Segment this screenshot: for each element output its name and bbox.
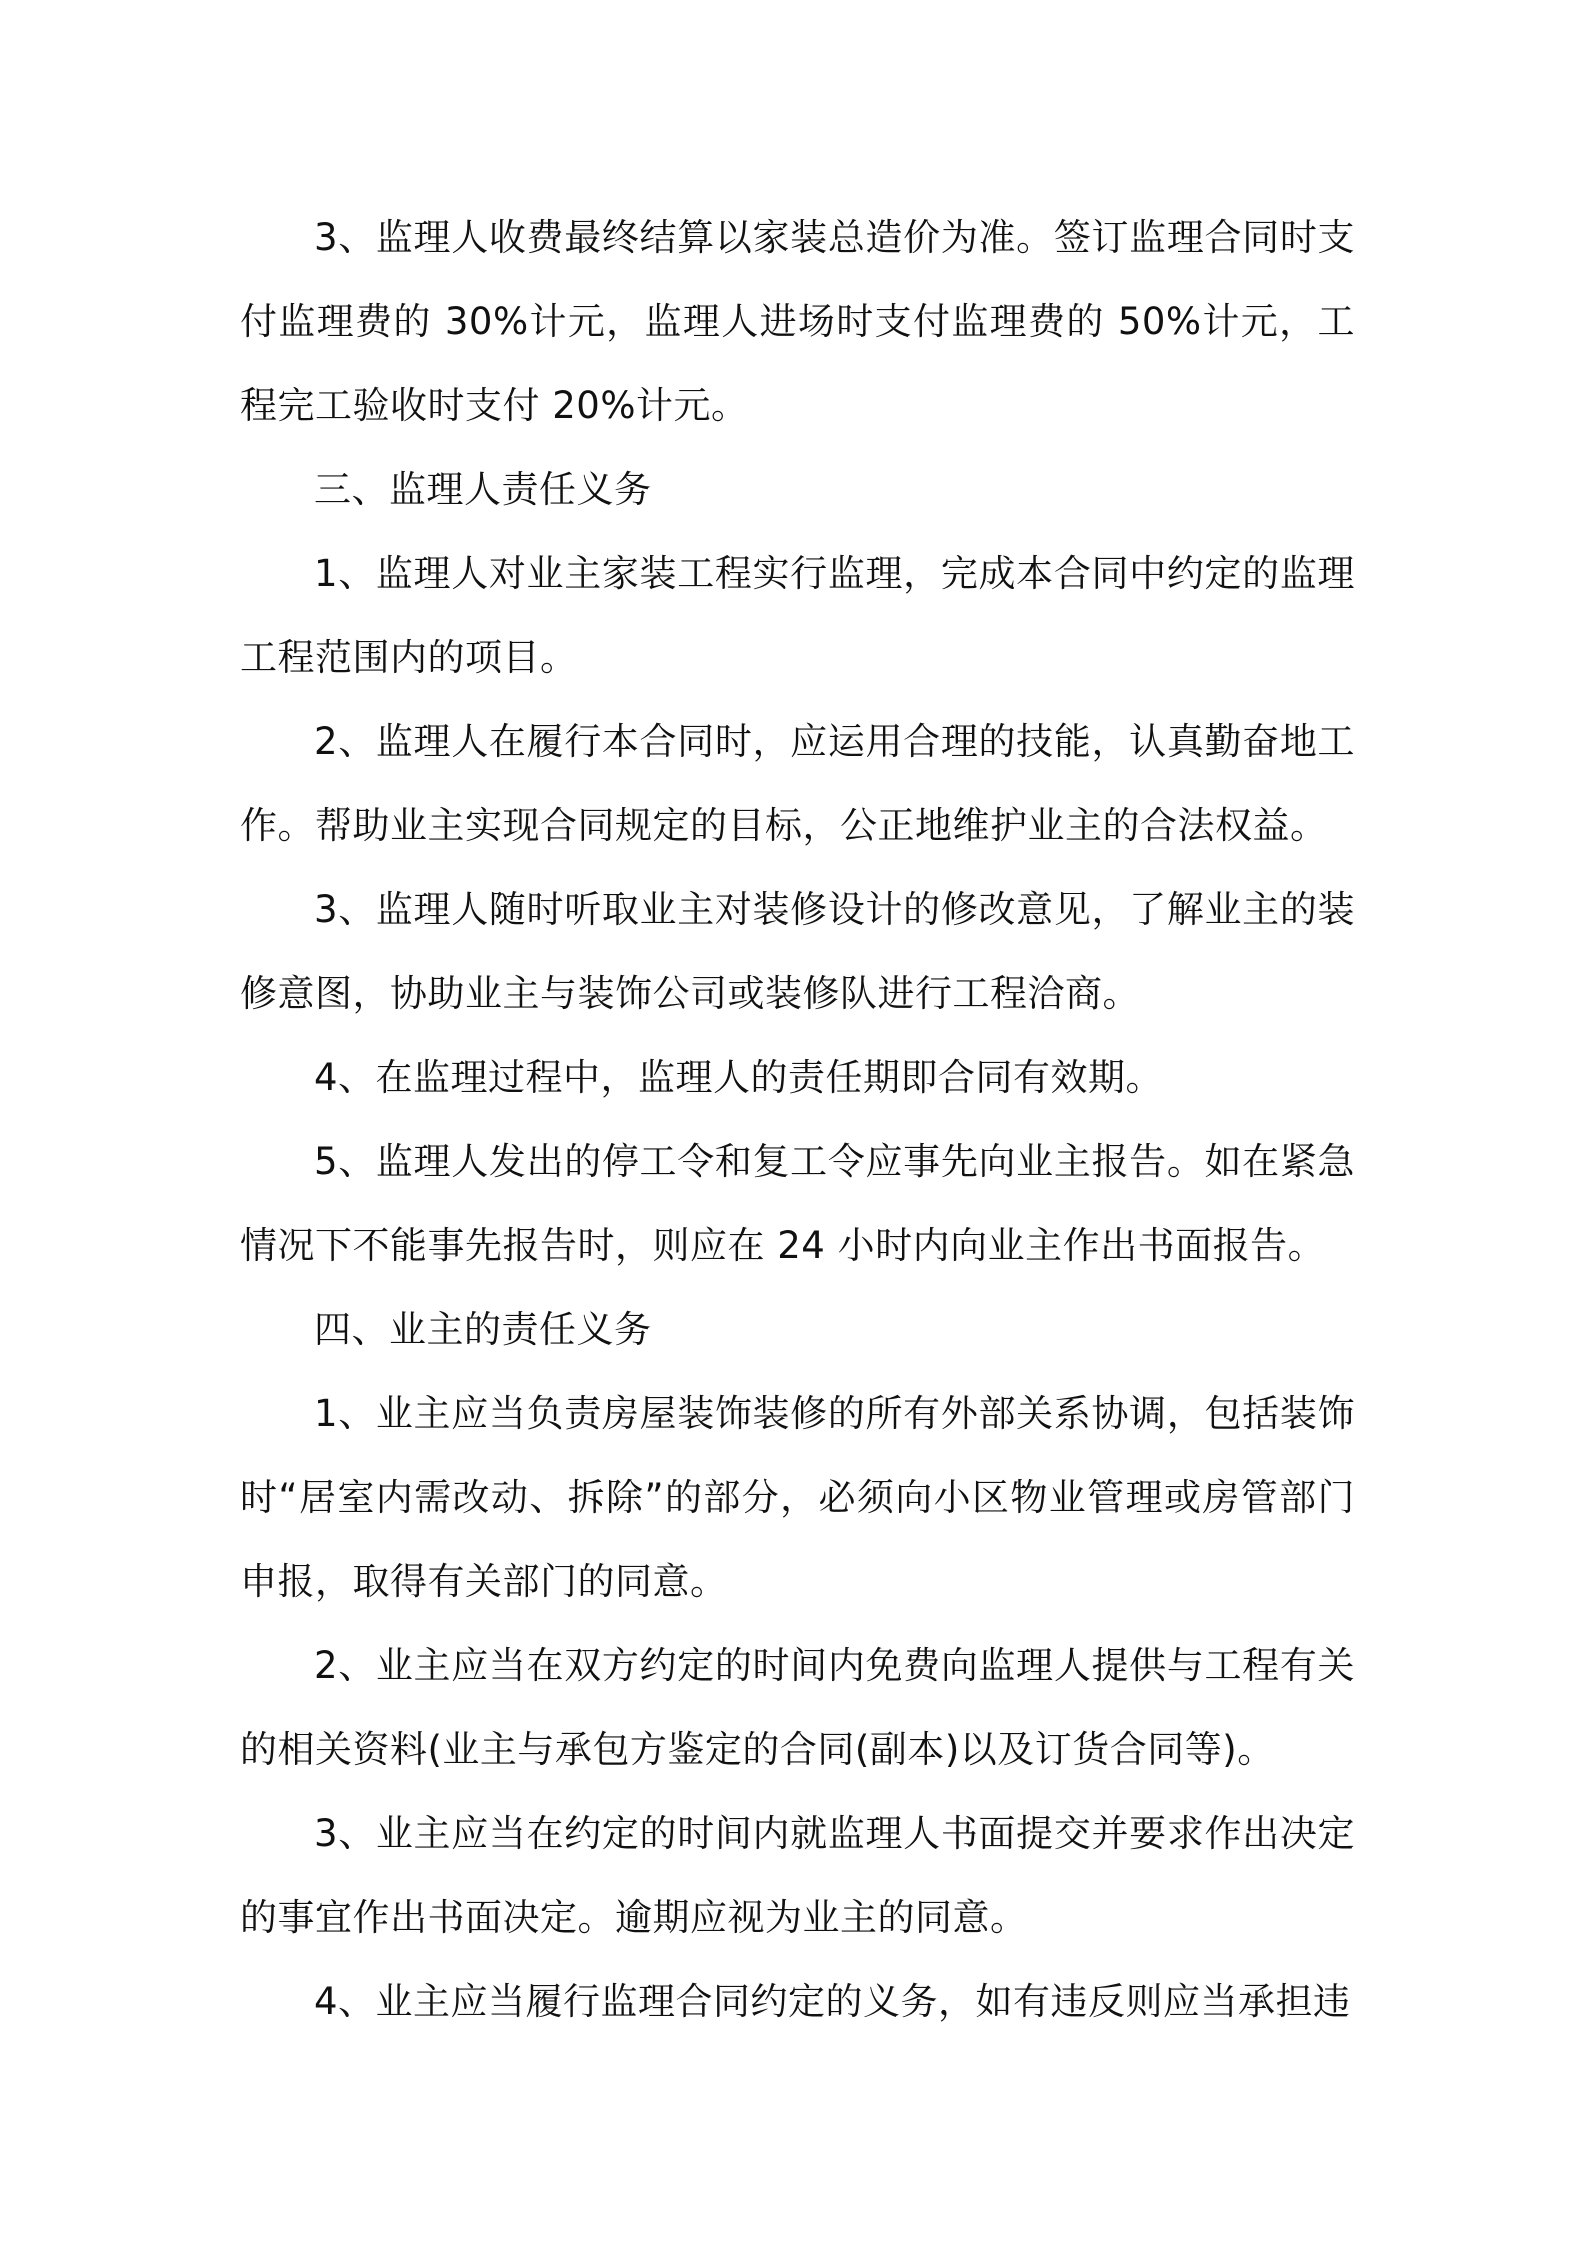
paragraph-supervisor-duty-1: 1、监理人对业主家装工程实行监理，完成本合同中约定的监理工程范围内的项目。 bbox=[240, 552, 1355, 679]
paragraph-owner-duty-2: 2、业主应当在双方约定的时间内免费向监理人提供与工程有关的相关资料(业主与承包方鉴定的合同(副本)以及订货合同等)。 bbox=[240, 1644, 1355, 1771]
paragraph-supervisor-duty-4: 4、在监理过程中，监理人的责任期即合同有效期。 bbox=[314, 1056, 1164, 1099]
document-body bbox=[240, 196, 1355, 2044]
paragraph-owner-duty-4: 4、业主应当履行监理合同约定的义务，如有违反则应当承担违 bbox=[314, 1980, 1351, 2023]
paragraph-supervisor-duty-2: 2、监理人在履行本合同时，应运用合理的技能，认真勤奋地工作。帮助业主实现合同规定的目标，公正地维护业主的合法权益。 bbox=[240, 720, 1355, 847]
paragraph-supervisor-duty-5: 5、监理人发出的停工令和复工令应事先向业主报告。如在紧急情况下不能事先报告时，则应在 24 小时内向业主作出书面报告。 bbox=[240, 1140, 1355, 1267]
paragraph-fee-settlement: 3、监理人收费最终结算以家装总造价为准。签订监理合同时支付监理费的 30%计元，监理人进场时支付监理费的 50%计元，工程完工验收时支付 20%计元。 bbox=[240, 216, 1355, 427]
paragraph-supervisor-duty-3: 3、监理人随时听取业主对装修设计的修改意见，了解业主的装修意图，协助业主与装饰公司或装修队进行工程洽商。 bbox=[240, 888, 1355, 1015]
section-heading-owner-duties: 四、业主的责任义务 bbox=[314, 1308, 652, 1351]
paragraph-owner-duty-3: 3、业主应当在约定的时间内就监理人书面提交并要求作出决定的事宜作出书面决定。逾期应视为业主的同意。 bbox=[240, 1812, 1355, 1939]
paragraph-owner-duty-1: 1、业主应当负责房屋装饰装修的所有外部关系协调，包括装饰时“居室内需改动、拆除”的部分，必须向小区物业管理或房管部门申报，取得有关部门的同意。 bbox=[240, 1392, 1355, 1603]
section-heading-supervisor-duties: 三、监理人责任义务 bbox=[314, 468, 652, 511]
